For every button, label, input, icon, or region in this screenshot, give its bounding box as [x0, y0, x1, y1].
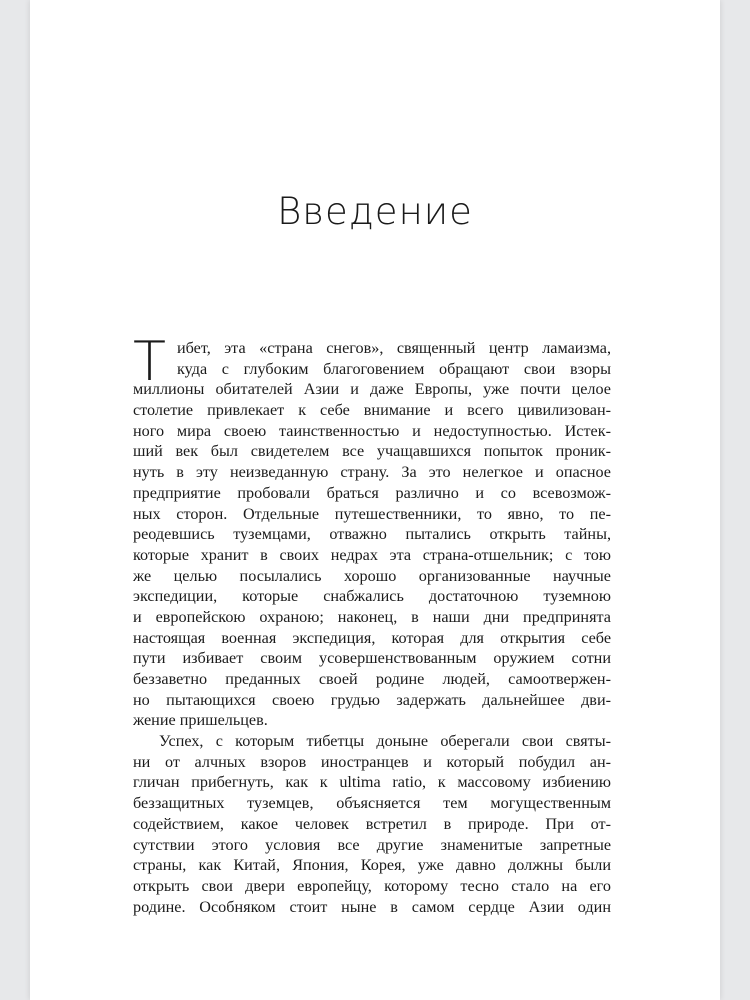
text-line: столетие привлекает к себе внимание и всего цивилизован-	[133, 401, 611, 420]
text-line: ни от алчных взоров иностранцев и который побудил ан-	[133, 752, 611, 771]
drop-cap: Т	[133, 330, 166, 393]
text-line: же целью посылались хорошо организованные научные	[133, 566, 611, 585]
chapter-title: Введение	[277, 190, 473, 233]
text-line: сутствии этого условия все другие знаменитые запретные	[133, 835, 611, 854]
text-line: ибет, эта «страна снегов», священный центр ламаизма,	[177, 339, 611, 357]
text-line: жение пришельцев.	[133, 711, 268, 730]
text-line: предприятие пробовали браться различно и со всевозмож-	[133, 483, 611, 502]
text-line: Успех, с которым тибетцы доныне оберегали свои святы-	[159, 732, 611, 751]
text-line: родине. Особняком стоит ныне в самом сердце Азии один	[133, 897, 611, 916]
text-line: настоящая военная экспедиция, которая для открытия себе	[133, 628, 611, 647]
text-line: страны, как Китай, Япония, Корея, уже давно должны были	[133, 856, 611, 875]
text-line: гличан прибегнуть, как к ultima ratio, к массовому избиению	[133, 773, 611, 792]
text-line: содействием, какое человек встретил в природе. При от-	[133, 814, 611, 833]
text-line: и европейскою охраною; наконец, в наши дни предпринята	[133, 607, 611, 626]
text-line: но пытающихся своею грудью задержать дальнейшее дви-	[133, 690, 611, 709]
text-line: беззаветно преданных своей родине людей, самоотвержен-	[133, 670, 611, 688]
text-line: ных сторон. Отдельные путешественники, то явно, то пе-	[133, 504, 611, 523]
text-line: пути избивает своим усовершенствованным оружием сотни	[133, 649, 611, 668]
body-text	[133, 338, 611, 917]
text-line: куда с глубоким благоговением обращают свои взоры	[177, 359, 611, 378]
text-line: ного мира своею таинственностью и недоступностью. Истек-	[133, 421, 611, 440]
text-line: беззащитных туземцев, объясняется тем могущественным	[133, 794, 611, 813]
text-line: ший век был свидетелем все учащавшихся попыток проник-	[133, 442, 611, 461]
text-line: миллионы обитателей Азии и даже Европы, уже почти целое	[133, 380, 611, 399]
text-line: экспедиции, которые снабжались достаточною туземною	[133, 587, 611, 606]
text-line: открыть свои двери европейцу, которому тесно стало на его	[133, 876, 611, 895]
text-line: реодевшись туземцами, отважно пытались открыть тайны,	[133, 525, 611, 544]
text-line: которые хранит в своих недрах эта страна-отшельник; с тою	[133, 545, 611, 564]
text-line: нуть в эту неизведанную страну. За это нелегкое и опасное	[133, 463, 611, 482]
